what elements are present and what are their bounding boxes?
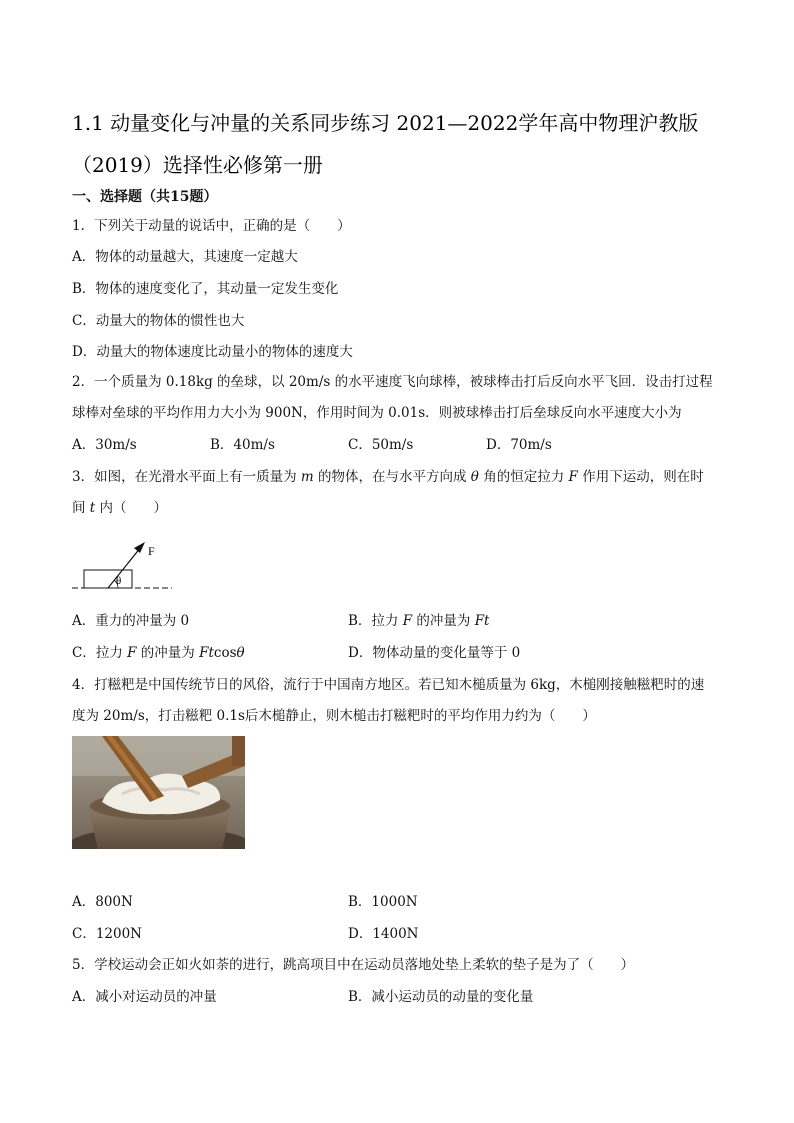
question-2-option-b: B．40m/s [210, 437, 275, 453]
question-1-option-a: A．物体的动量越大，其速度一定越大 [72, 249, 298, 265]
question-1-option-d: D．动量大的物体速度比动量小的物体的速度大 [72, 344, 353, 360]
q3-text: 3．如图，在光滑水平面上有一质量为 [72, 469, 301, 485]
q3-text: C．拉力 [72, 645, 128, 661]
question-2-option-c: C．50m/s [348, 437, 414, 453]
document-title: 1.1 动量变化与冲量的关系同步练习 2021—2022学年高中物理沪教版（2019）选择性必修第一册 [72, 111, 699, 177]
question-5-stem: 5．学校运动会正如火如荼的进行，跳高项目中在运动员落地处垫上柔软的垫子是为了（ ） [72, 957, 635, 973]
q3-var-Ft: Ft [199, 645, 214, 661]
question-4-option-b: B．1000N [348, 894, 418, 910]
question-3-stem-line1 [72, 467, 704, 487]
q3-text: 的冲量为 [136, 645, 200, 661]
force-arrow-head [134, 542, 145, 553]
question-4-stem-line1: 4．打糍粑是中国传统节日的风俗，流行于中国南方地区。若已知木槌质量为 6kg，木槌刚接触糍粑时的速 [72, 677, 705, 693]
q3-text-cos: cos [213, 645, 237, 661]
section-heading: 一、选择题（共15题） [72, 189, 218, 205]
question-2-stem-line2: 球棒对垒球的平均作用力大小为 900N，作用时间为 0.01s．则被球棒击打后垒球反向水平速度大小为 [72, 405, 682, 421]
force-diagram [72, 535, 182, 595]
q3-var-theta: θ [236, 645, 245, 661]
q3-var-m: m [300, 469, 314, 485]
question-1-stem: 1．下列关于动量的说话中，正确的是（ ） [72, 218, 351, 234]
q3-text: 内（ ） [95, 500, 168, 516]
q3-text: 间 [72, 500, 90, 516]
q3-var-theta: θ [470, 469, 479, 485]
angle-label: θ [116, 575, 122, 587]
q3-var-F: F [127, 645, 137, 661]
question-4-option-c: C．1200N [72, 926, 142, 942]
q3-text: 作用下运动，则在时 [577, 469, 704, 485]
question-3-option-b [348, 611, 489, 631]
question-4-stem-line2: 度为 20m/s，打击糍粑 0.1s后木槌静止，则木槌击打糍粑时的平均作用力约为（ ） [72, 708, 596, 724]
question-3-option-c [72, 643, 245, 663]
force-label: F [148, 544, 155, 558]
block [84, 570, 132, 588]
question-5-option-b: B．减小运动员的动量的变化量 [348, 989, 534, 1005]
q3-var-F: F [402, 613, 413, 629]
question-1-option-c: C．动量大的物体的惯性也大 [72, 313, 245, 329]
q3-text: 角的恒定拉力 [478, 469, 569, 485]
q3-text: 的冲量为 [412, 613, 475, 629]
question-2-option-a: A．30m/s [72, 437, 137, 453]
question-2-stem-line1: 2．一个质量为 0.18kg 的垒球，以 20m/s 的水平速度飞向球棒，被球棒击打后反向水平飞回．设击打过程 [72, 374, 713, 390]
question-3-stem-line2 [72, 498, 167, 518]
question-4-option-a: A．800N [72, 894, 133, 910]
q3-var-t: t [89, 500, 96, 516]
question-2-option-d: D．70m/s [486, 437, 552, 453]
rice-cake-photo [72, 736, 245, 849]
question-3-option-d: D．物体动量的变化量等于 0 [348, 645, 521, 661]
question-1-option-b: B．物体的速度变化了，其动量一定发生变化 [72, 281, 339, 297]
q3-var-F: F [568, 469, 578, 485]
q3-text: B．拉力 [348, 613, 403, 629]
question-4-option-d: D．1400N [348, 926, 419, 942]
question-5-option-a: A．减小对运动员的冲量 [72, 989, 217, 1005]
q3-text: 的物体，在与水平方向成 [313, 469, 471, 485]
question-3-option-a: A．重力的冲量为 0 [72, 613, 190, 629]
q3-var-Ft: Ft [474, 613, 490, 629]
